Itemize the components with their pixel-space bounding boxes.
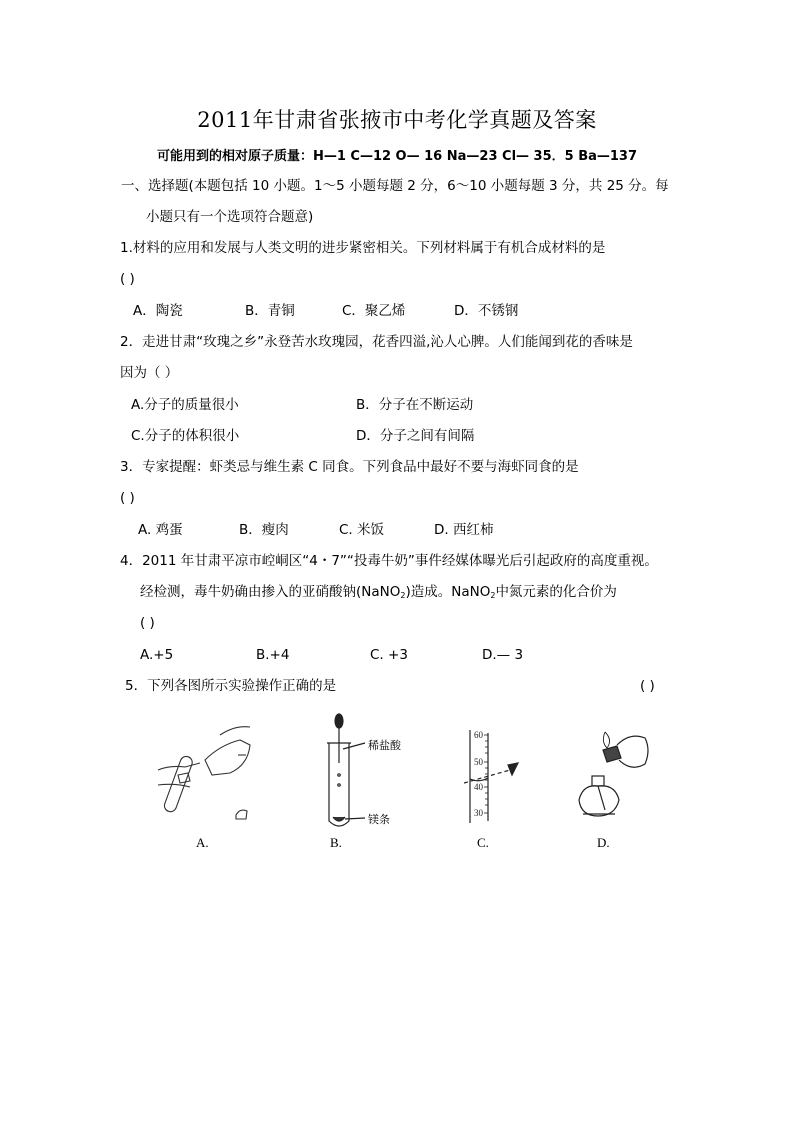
figure-c-graduated-cylinder xyxy=(460,725,540,825)
q1-option-b: B．青铜 xyxy=(245,303,295,319)
question-3-bracket: ( ) xyxy=(120,490,135,506)
figure-d-alcohol-lamps xyxy=(575,730,665,820)
q1-option-a: A．陶瓷 xyxy=(133,303,183,319)
question-2-stem: 2．走进甘肃“玫瑰之乡”永登苦水玫瑰园，花香四溢,沁人心脾。人们能闻到花的香味是 xyxy=(120,334,633,350)
q2-option-d: D．分子之间有间隔 xyxy=(356,428,475,444)
q1-option-d: D．不锈钢 xyxy=(454,303,519,319)
svg-text:40: 40 xyxy=(474,782,483,792)
figure-b-label-hcl: 稀盐酸 xyxy=(368,739,401,752)
figure-b-caption: B. xyxy=(330,835,342,850)
question-2-stem2: 因为（ ） xyxy=(120,365,179,381)
atomic-masses: 可能用到的相对原子质量：H—1 C—12 O— 16 Na—23 Cl— 35．5 Ba—137 xyxy=(156,149,638,164)
question-1-stem: 1.材料的应用和发展与人类文明的进步紧密相关。下列材料属于有机合成材料的是 xyxy=(120,240,606,256)
question-5-stem: 5．下列各图所示实验操作正确的是 xyxy=(125,678,337,694)
q4-option-a: A.+5 xyxy=(140,647,174,663)
question-3-stem: 3．专家提醒：虾类忌与维生素 C 同食。下列食品中最好不要与海虾同食的是 xyxy=(120,459,579,475)
question-4-bracket: ( ) xyxy=(140,615,155,631)
q4-option-c: C. +3 xyxy=(370,647,408,663)
figure-b-label-mg: 镁条 xyxy=(368,813,390,826)
q2-option-b: B．分子在不断运动 xyxy=(356,397,474,413)
question-4-stem: 4．2011 年甘肃平凉市崆峒区“4・7”“投毒牛奶”事件经媒体曝光后引起政府的高度重视。 xyxy=(120,553,658,569)
section-heading-line2: 小题只有一个选项符合题意) xyxy=(146,209,314,225)
q4-option-d: D.— 3 xyxy=(482,647,524,663)
figure-d-caption: D. xyxy=(597,835,610,850)
q3-option-b: B．瘦肉 xyxy=(239,522,289,538)
page-title: 2011年甘肃省张掖市中考化学真题及答案 xyxy=(197,108,597,132)
q2-option-c: C.分子的体积很小 xyxy=(131,428,240,444)
section-heading-line1: 一、选择题(本题包括 10 小题。1～5 小题每题 2 分，6～10 小题每题 3 分，共 25 分。每 xyxy=(121,178,669,194)
q1-option-c: C．聚乙烯 xyxy=(342,303,406,319)
q4-option-b: B.+4 xyxy=(256,647,290,663)
figure-a-caption: A. xyxy=(196,835,209,850)
q3-option-d: D. 西红柿 xyxy=(434,522,494,538)
svg-text:60: 60 xyxy=(474,730,483,740)
figure-a-pouring-illustration xyxy=(150,715,260,825)
svg-text:50: 50 xyxy=(474,757,483,767)
q3-option-a: A. 鸡蛋 xyxy=(138,522,183,538)
q2-option-a: A.分子的质量很小 xyxy=(131,397,239,413)
question-5-bracket: ( ) xyxy=(640,678,655,694)
q3-option-c: C. 米饭 xyxy=(339,522,385,538)
question-1-bracket: ( ) xyxy=(120,271,135,287)
figure-c-caption: C. xyxy=(477,835,489,850)
svg-text:30: 30 xyxy=(474,808,483,818)
question-4-stem2: 经检测，毒牛奶确由掺入的亚硝酸钠(NaNO$_2$)造成。NaNO$_2$中氮元素的化合价为 xyxy=(140,584,617,600)
